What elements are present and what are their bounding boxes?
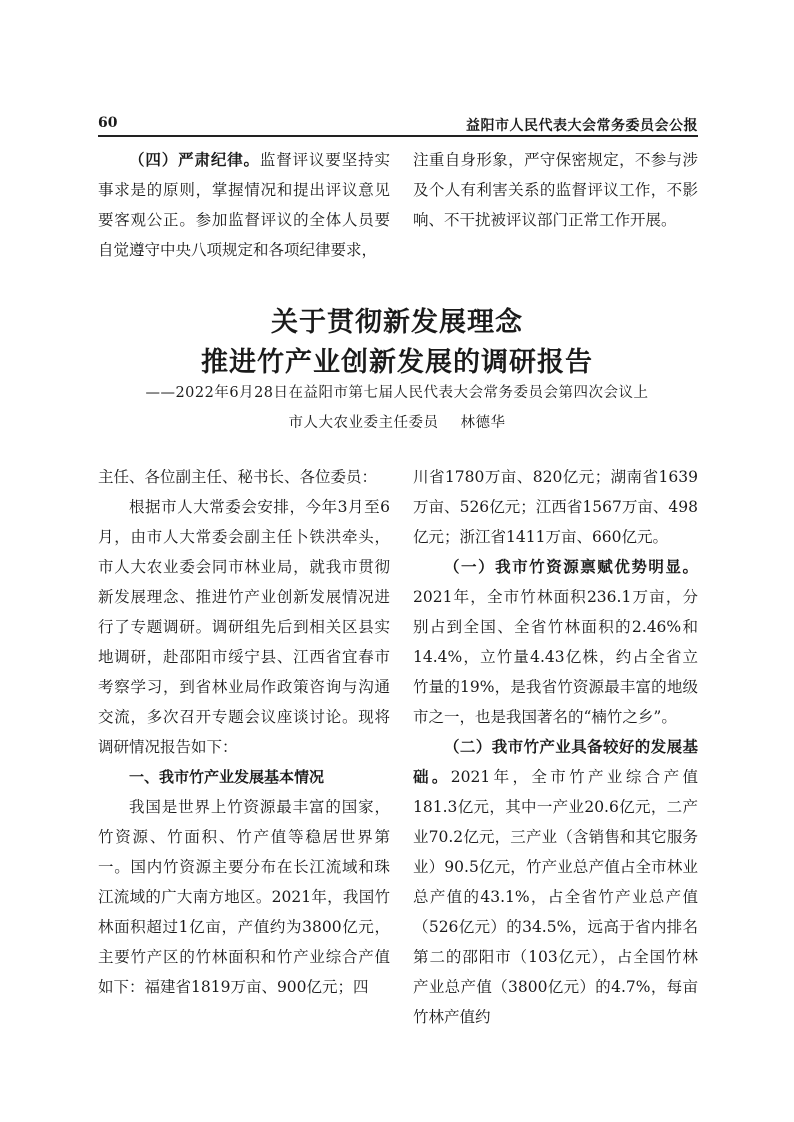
article-title-line1: 关于贯彻新发展理念 [271, 307, 523, 338]
industry-paragraph [413, 732, 698, 1032]
discipline-paragraph [98, 145, 390, 265]
discipline-heading: （四）严肃纪律。 [129, 151, 260, 169]
author-name: 林德华 [460, 415, 506, 431]
overview-paragraph: 我国是世界上竹资源最丰富的国家，竹资源、竹面积、竹产值等稳居世界第一。国内竹资源主要分布在长江流域和珠江流域的广大南方地区。2021年，我国竹林面积超过1亿亩，产值约为3800亿元，主要竹产区的竹林面积和竹产业综合产值如下：福建省1819万亩、900亿元；四 [98, 798, 390, 996]
industry-heading: （二）我市竹产业具备较好的发展基础。 [413, 738, 698, 786]
journal-title: 益阳市人民代表大会常务委员会公报 [466, 118, 698, 134]
body-right-column [413, 462, 698, 1032]
section-heading: 一、我市竹产业发展基本情况 [129, 768, 325, 786]
top-right-column [413, 145, 698, 235]
author-role: 市人大农业委主任委员 [288, 415, 439, 431]
article-author [0, 411, 794, 432]
salutation: 主任、各位副主任、秘书长、各位委员： [98, 468, 378, 486]
industry-text: 2021年，全市竹产业综合产值181.3亿元，其中一产业20.6亿元，二产业70.2亿元，三产业（含销售和其它服务业）90.5亿元，竹产业总产值占全市林业总产值的43.1%，占全省竹产业总产值（526亿元）的34.5%，远高于省内排名第二的邵阳市（103亿元），占全国竹林产业总产值（3800亿元）的4.7%，每亩竹林产值约 [413, 768, 698, 1026]
overview-continuation: 川省1780万亩、820亿元；湖南省1639万亩、526亿元；江西省1567万亩、498亿元；浙江省1411万亩、660亿元。 [413, 468, 698, 546]
article-title-line2: 推进竹产业创新发展的调研报告 [201, 347, 593, 378]
intro-paragraph: 根据市人大常委会安排，今年3月至6月，由市人大常委会副主任卜铁洪牵头，市人大农业委会同市林业局，就我市贯彻新发展理念、推进竹产业创新发展情况进行了专题调研。调研组先后到相关区县实地调研，赴邵阳市绥宁县、江西省宜春市考察学习，到省林业局作政策咨询与沟通交流，多次召开专题会议座谈讨论。现将调研情况报告如下： [98, 498, 390, 756]
body-left-column [98, 462, 390, 1002]
top-left-column [98, 145, 390, 265]
article-subtitle: ——2022年6月28日在益阳市第七届人民代表大会常务委员会第四次会议上 [145, 385, 649, 401]
discipline-text: 监督评议要坚持实事求是的原则，掌握情况和提出评议意见要客观公正。参加监督评议的全体人员要自觉遵守中央八项规定和各项纪律要求， [98, 151, 390, 259]
discipline-continuation: 注重自身形象，严守保密规定，不参与涉及个人有利害关系的监督评议工作，不影响、不干扰被评议部门正常工作开展。 [413, 151, 698, 229]
resource-text: 2021年，全市竹林面积236.1万亩，分别占到全国、全省竹林面积的2.46%和14.4%，立竹量4.43亿株，约占全省立竹量的19%，是我省竹资源最丰富的地级市之一，也是我国著名的“楠竹之乡”。 [413, 588, 698, 726]
page-number: 60 [98, 115, 118, 131]
resource-heading: （一）我市竹资源禀赋优势明显。 [444, 558, 698, 576]
resource-paragraph [413, 552, 698, 732]
page-header [98, 113, 698, 137]
